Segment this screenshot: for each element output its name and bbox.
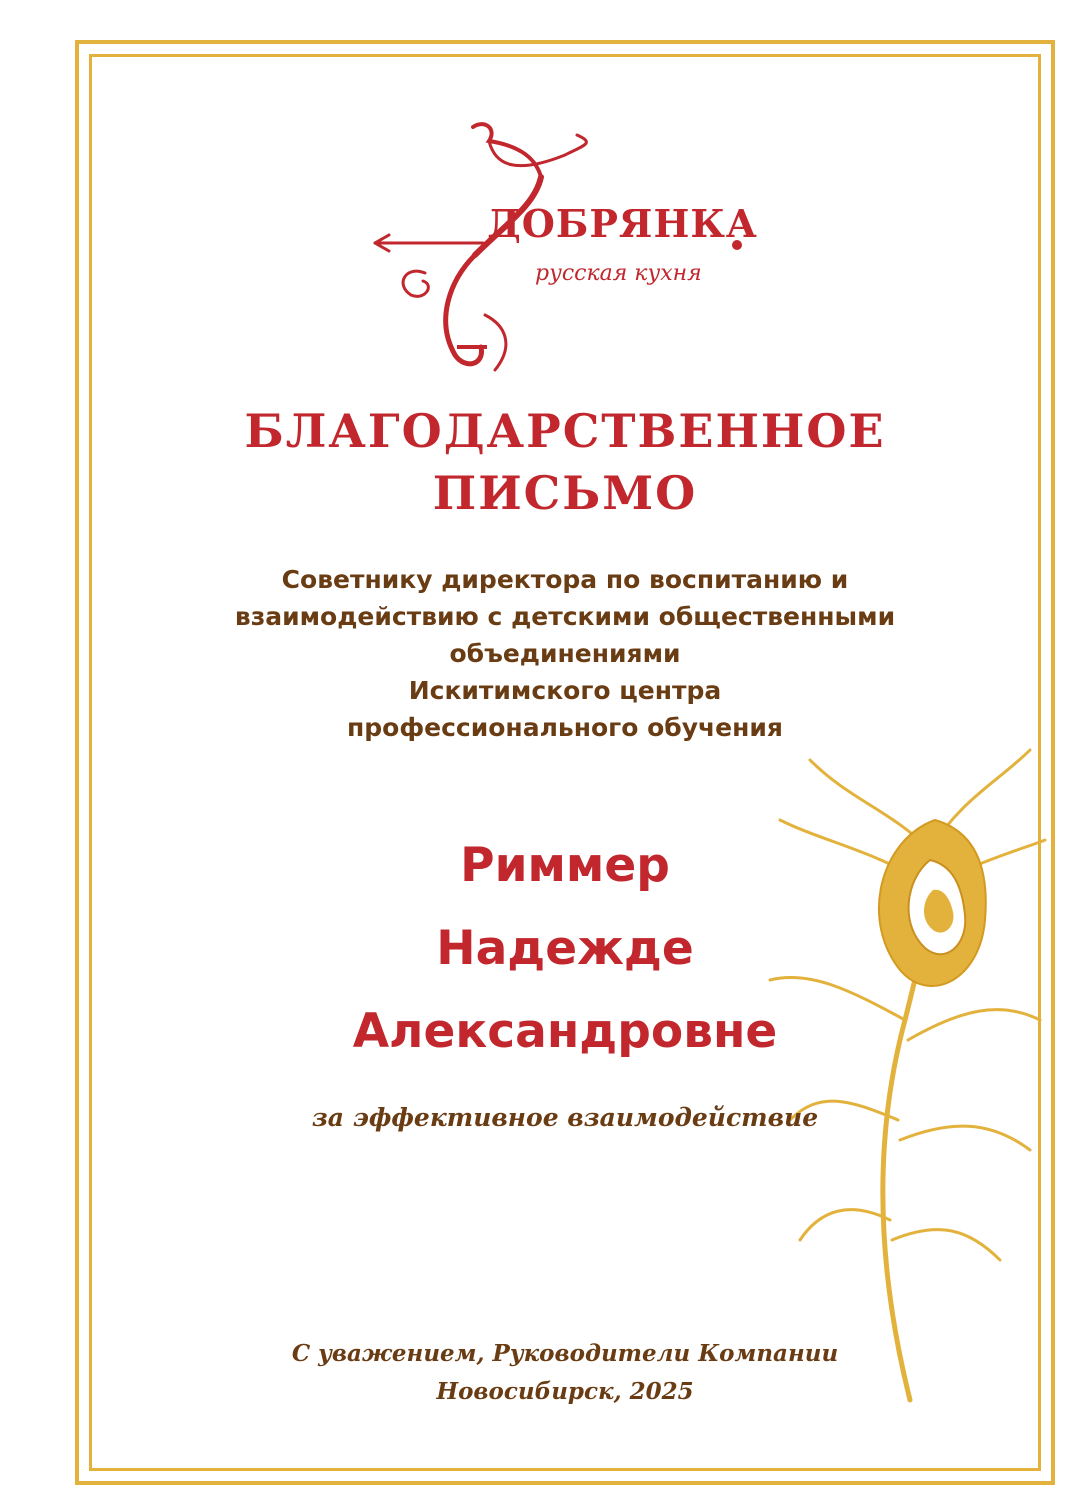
letter-title-line1: БЛАГОДАРСТВЕННОЕ bbox=[244, 404, 886, 458]
recipient-line: профессионального обучения bbox=[347, 713, 783, 742]
recipient-line: Искитимского центра bbox=[408, 676, 722, 705]
brand-name: ДОБРЯНКА bbox=[487, 201, 758, 246]
letter-title-line2: ПИСЬМО bbox=[432, 466, 698, 520]
honoree-first-name: Надежде bbox=[436, 921, 694, 976]
recipient-line: Советнику директора по воспитанию и bbox=[281, 565, 849, 594]
recipient-line: объединениями bbox=[449, 639, 681, 668]
honoree-surname: Риммер bbox=[460, 838, 670, 893]
recipient-line: взаимодействию с детскими общественными bbox=[234, 602, 896, 631]
place-and-year: Новосибирск, 2025 bbox=[436, 1378, 694, 1405]
logo-emblem-icon bbox=[365, 115, 765, 385]
signature-line: С уважением, Руководители Компании bbox=[291, 1340, 839, 1367]
honoree-patronymic: Александровне bbox=[352, 1004, 778, 1059]
brand-tagline: русская кухня bbox=[535, 261, 702, 286]
brand-logo bbox=[365, 115, 765, 385]
award-reason: за эффективное взаимодействие bbox=[311, 1103, 819, 1132]
